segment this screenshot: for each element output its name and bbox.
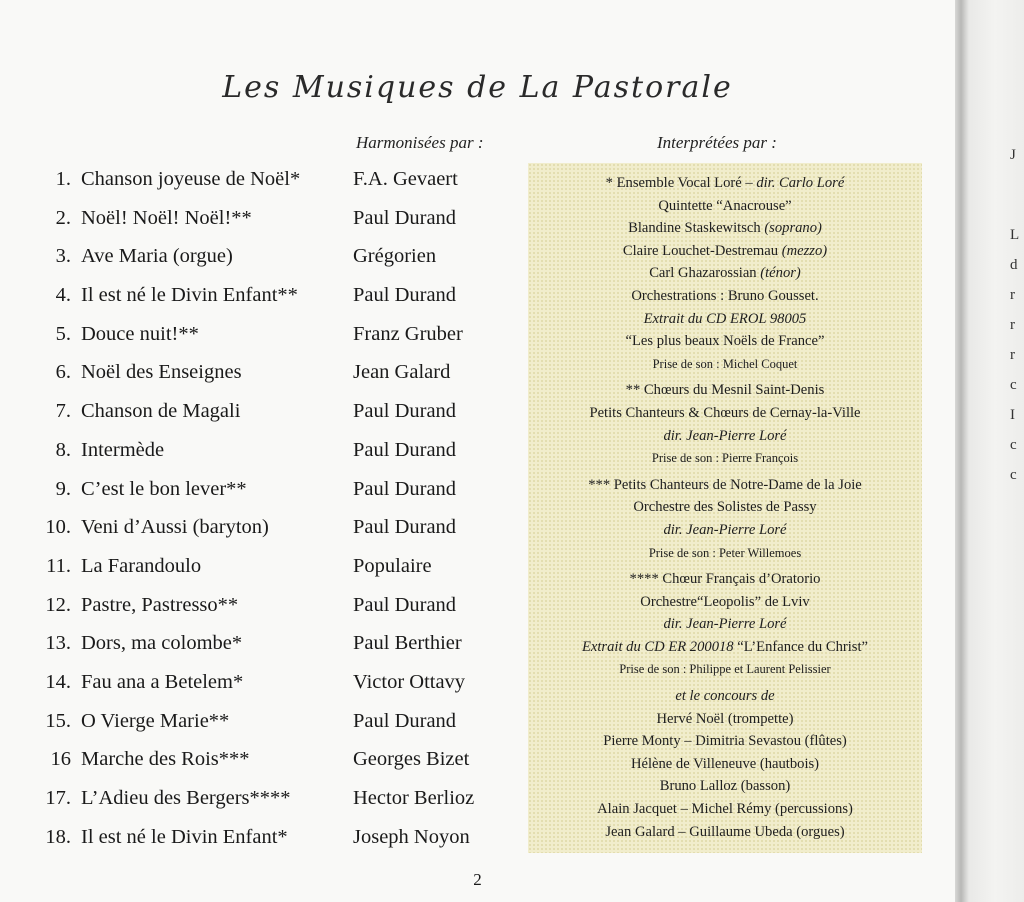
track-arranger: Jean Galard <box>353 361 451 384</box>
track-list <box>0 160 520 856</box>
performer-line: **** Chœur Français d’Oratorio <box>629 571 821 588</box>
edge-letter: d <box>1010 257 1018 273</box>
edge-letter: J <box>1010 147 1016 163</box>
track-title: Chanson de Magali <box>81 400 241 423</box>
recording-credit: Prise de son : Peter Willemoes <box>648 545 802 560</box>
track-title: La Farandoulo <box>81 554 202 577</box>
track-row <box>0 315 520 354</box>
track-row <box>0 779 520 818</box>
track-row <box>0 547 520 586</box>
edge-letter: c <box>1010 377 1017 393</box>
track-row <box>0 431 520 470</box>
edge-letter: L <box>1010 227 1020 243</box>
track-arranger: Georges Bizet <box>353 748 470 771</box>
track-row <box>0 818 520 857</box>
track-row <box>0 508 520 547</box>
track-arranger: Franz Gruber <box>353 322 463 345</box>
recording-credit: Prise de son : Pierre François <box>651 451 799 466</box>
track-arranger: Grégorien <box>353 245 437 268</box>
track-arranger: Paul Durand <box>353 400 457 423</box>
performer-line: Alain Jacquet – Michel Rémy (percussions) <box>597 801 853 818</box>
harmonized-header: Harmonisées par : <box>356 133 484 152</box>
track-row <box>0 702 520 741</box>
track-number: 17. <box>45 787 71 809</box>
track-row <box>0 353 520 392</box>
performer-line: Orchestre“Leopolis” de Lviv <box>640 593 810 610</box>
track-number: 10. <box>45 516 71 539</box>
edge-letter: r <box>1010 317 1015 333</box>
track-row <box>0 237 520 276</box>
performer-line: ** Chœurs du Mesnil Saint-Denis <box>625 382 825 399</box>
performer-line: Bruno Lalloz (basson) <box>659 778 791 795</box>
performer-line: Jean Galard – Guillaume Ubeda (orgues) <box>605 823 845 840</box>
track-number: 2. <box>55 206 71 229</box>
performer-line: Extrait du CD ER 200018 “L’Enfance du Christ” <box>581 638 869 655</box>
performer-line: dir. Jean-Pierre Loré <box>663 521 787 538</box>
track-number: 4. <box>55 284 71 307</box>
track-title: Douce nuit!** <box>81 322 199 345</box>
track-title: Veni d’Aussi (baryton) <box>81 516 269 539</box>
performers-panel <box>528 163 922 853</box>
track-title: Noël! Noël! Noël!** <box>81 206 252 229</box>
performer-line: “Les plus beaux Noëls de France” <box>625 333 825 350</box>
performed-header: Interprétées par : <box>657 133 777 152</box>
track-arranger: Paul Berthier <box>353 632 462 655</box>
track-row <box>0 624 520 663</box>
performer-line: Quintette “Anacrouse” <box>658 197 792 214</box>
track-title: Il est né le Divin Enfant** <box>81 284 298 307</box>
performer-line: Orchestre des Solistes de Passy <box>633 499 817 516</box>
track-arranger: Paul Durand <box>353 284 457 307</box>
track-title: Pastre, Pastresso** <box>81 593 239 616</box>
track-number: 9. <box>55 477 71 500</box>
performer-line: Hervé Noël (trompette) <box>656 710 794 727</box>
track-number: 6. <box>55 361 71 384</box>
edge-letter: c <box>1010 437 1017 453</box>
track-arranger: Joseph Noyon <box>353 825 470 848</box>
track-number: 1. <box>55 168 71 190</box>
track-arranger: Populaire <box>353 554 432 577</box>
track-row <box>0 392 520 431</box>
performer-line: Pierre Monty – Dimitria Sevastou (flûtes) <box>603 733 847 750</box>
page-title: Les Musiques de La Pastorale <box>222 70 733 105</box>
track-arranger: Paul Durand <box>353 516 457 539</box>
track-arranger: Victor Ottavy <box>353 670 466 693</box>
track-row <box>0 276 520 315</box>
track-arranger: Paul Durand <box>353 709 457 732</box>
performer-line: Blandine Staskewitsch (soprano) <box>628 220 822 237</box>
track-arranger: Paul Durand <box>353 477 457 500</box>
page-number: 2 <box>473 870 482 889</box>
track-number: 15. <box>45 709 71 732</box>
track-row <box>0 663 520 702</box>
track-arranger: Paul Durand <box>353 438 457 461</box>
track-title: Marche des Rois*** <box>81 748 250 771</box>
track-title: Fau ana a Betelem* <box>81 670 244 693</box>
recording-credit: Prise de son : Philippe et Laurent Pelissier <box>619 662 831 677</box>
track-row <box>0 199 520 238</box>
track-number: 18. <box>45 825 71 848</box>
track-title: O Vierge Marie** <box>81 709 230 732</box>
edge-letter: r <box>1010 287 1015 303</box>
track-title: C’est le bon lever** <box>81 477 247 500</box>
track-arranger: Paul Durand <box>353 593 457 616</box>
edge-letter: I <box>1010 407 1015 423</box>
track-row <box>0 470 520 509</box>
performer-line: * Ensemble Vocal Loré – dir. Carlo Loré <box>605 175 845 191</box>
performer-line: dir. Jean-Pierre Loré <box>663 427 787 444</box>
track-row <box>0 160 520 199</box>
track-number: 12. <box>45 593 71 616</box>
track-arranger: F.A. Gevaert <box>353 168 458 190</box>
performer-line: Petits Chanteurs & Chœurs de Cernay-la-Ville <box>589 404 861 421</box>
next-page-edge-text <box>1010 140 1024 490</box>
track-number: 7. <box>55 400 71 423</box>
track-title: Noël des Enseignes <box>81 361 242 384</box>
performer-line: Orchestrations : Bruno Gousset. <box>631 287 819 304</box>
track-title: Dors, ma colombe* <box>81 632 243 655</box>
performer-line: et le concours de <box>675 688 775 705</box>
track-title: Intermède <box>81 438 165 461</box>
track-number: 16 <box>50 748 71 771</box>
track-number: 8. <box>55 438 71 461</box>
track-row <box>0 740 520 779</box>
track-title: Chanson joyeuse de Noël* <box>81 168 301 190</box>
track-arranger: Paul Durand <box>353 206 457 229</box>
track-number: 13. <box>45 632 71 655</box>
performer-line: dir. Jean-Pierre Loré <box>663 616 787 633</box>
track-number: 11. <box>46 554 71 577</box>
track-row <box>0 586 520 625</box>
edge-letter: r <box>1010 347 1015 363</box>
performer-line: *** Petits Chanteurs de Notre-Dame de la Joie <box>588 476 862 493</box>
track-number: 5. <box>55 322 71 345</box>
track-number: 3. <box>55 245 71 268</box>
recording-credit: Prise de son : Michel Coquet <box>652 356 798 371</box>
track-title: L’Adieu des Bergers**** <box>81 787 291 809</box>
track-number: 14. <box>45 670 71 693</box>
track-title: Ave Maria (orgue) <box>81 245 233 268</box>
track-arranger: Hector Berlioz <box>353 787 475 809</box>
performer-line: Claire Louchet-Destremau (mezzo) <box>622 242 828 259</box>
edge-letter: c <box>1010 467 1017 483</box>
performer-line: Carl Ghazarossian (ténor) <box>649 265 801 282</box>
track-title: Il est né le Divin Enfant* <box>81 825 288 848</box>
performer-line: Hélène de Villeneuve (hautbois) <box>630 755 820 772</box>
performer-line: Extrait du CD EROL 98005 <box>643 310 807 327</box>
